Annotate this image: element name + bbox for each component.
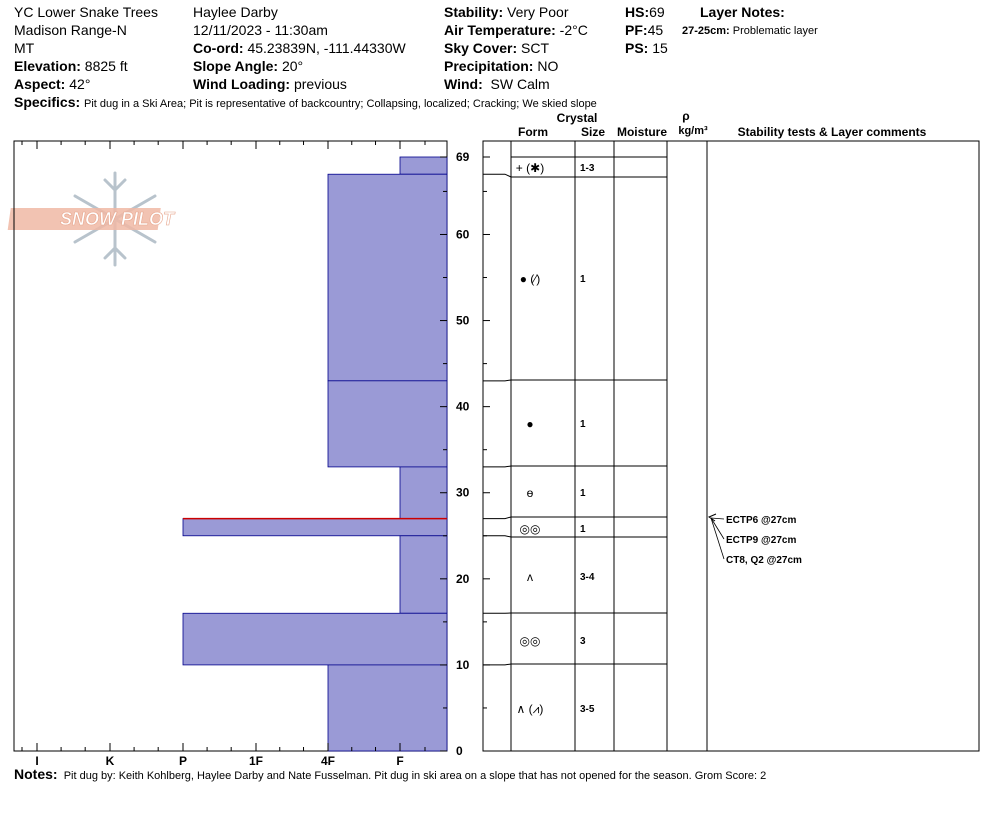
layer-bar	[328, 174, 447, 381]
snowpilot-logo	[8, 173, 176, 265]
crystal-form: ∧ (⩘)	[516, 702, 544, 716]
test-arrow	[711, 518, 724, 559]
hs: HS:69	[625, 4, 665, 20]
depth-label: 60	[456, 227, 470, 242]
pf: PF:45	[625, 22, 664, 38]
layer-bar	[328, 381, 447, 467]
coordinates: Co-ord: 45.23839N, -111.44330W	[193, 40, 406, 56]
layer-bar	[400, 157, 447, 174]
crystal-form: ʌ	[527, 570, 533, 584]
slope-angle: Slope Angle: 20°	[193, 58, 304, 74]
hardness-label: 4F	[320, 754, 336, 768]
column-header-form: Form	[518, 125, 548, 139]
state: MT	[14, 40, 35, 56]
depth-connector	[483, 380, 511, 381]
crystal-size: 1	[580, 274, 586, 285]
layer-bar	[328, 665, 447, 751]
air-temperature: Air Temperature: -2°C	[444, 22, 588, 38]
crystal-size: 3-5	[580, 704, 595, 715]
specifics: Specifics: Pit dug in a Ski Area; Pit is representative of backcountry; Collapsing, localized; Cracking; We skied slope	[14, 94, 597, 110]
stability-test: ECTP9 @27cm	[726, 535, 797, 546]
crystal-form: + (✱)	[515, 161, 545, 175]
crystal-size: 1	[580, 524, 586, 535]
crystal-form: ө	[526, 486, 534, 500]
depth-label: 40	[456, 399, 470, 414]
crystal-size: 1-3	[580, 163, 595, 174]
depth-label: 20	[456, 571, 470, 586]
hardness-label: F	[396, 754, 404, 768]
location: YC Lower Snake Trees	[14, 4, 158, 20]
layer-bar	[183, 519, 447, 536]
layer-bar	[400, 536, 447, 613]
observer: Haylee Darby	[193, 4, 278, 20]
sky-cover: Sky Cover: SCT	[444, 40, 550, 56]
hardness-label: 1F	[248, 754, 264, 768]
layer-bar	[400, 467, 447, 519]
crystal-size: 3-4	[580, 572, 595, 583]
depth-connector	[483, 517, 511, 519]
crystal-form: ◎◎	[519, 522, 541, 536]
hardness-label: K	[105, 754, 115, 768]
depth-label: 50	[456, 313, 470, 328]
layer-bar	[183, 613, 447, 665]
depth-label: 30	[456, 485, 470, 500]
depth-label: 0	[456, 744, 463, 758]
logo-text: SNOW PILOT	[60, 209, 174, 229]
test-arrow	[711, 518, 724, 539]
column-header-size: Size	[580, 125, 606, 139]
crystal-size: 3	[580, 636, 586, 647]
layer-notes-title: Layer Notes:	[700, 4, 785, 20]
elevation: Elevation: 8825 ft	[14, 58, 128, 74]
precipitation: Precipitation: NO	[444, 58, 559, 74]
crystal-size: 1	[580, 419, 586, 430]
depth-connector	[483, 174, 511, 177]
notes: Notes: Pit dug by: Keith Kohlberg, Haylee Darby and Nate Fusselman. Pit dug in ski area on a slope that has not opened for the season. Grom Score: 2	[14, 766, 767, 782]
depth-connector	[483, 466, 511, 467]
column-header-rho-unit: kg/m³	[678, 125, 708, 137]
datetime: 12/11/2023 - 11:30am	[193, 22, 328, 38]
depth-label: 69	[456, 150, 470, 164]
hardness-label: I	[35, 754, 39, 768]
crystal-form: ●	[526, 417, 534, 431]
test-arrow	[711, 518, 724, 519]
aspect: Aspect: 42°	[14, 76, 91, 92]
stability: Stability: Very Poor	[444, 4, 569, 20]
depth-label: 10	[456, 657, 470, 672]
wind: Wind: SW Calm	[444, 76, 550, 92]
crystal-form: ◎◎	[519, 634, 541, 648]
wind-loading: Wind Loading: previous	[193, 76, 347, 92]
column-header-tests: Stability tests & Layer comments	[737, 125, 927, 139]
hardness-label: P	[178, 754, 188, 768]
column-header-crystal: Crystal	[556, 111, 598, 125]
crystal-form: ● (⁄)	[519, 272, 541, 286]
column-header-rho: ρ	[682, 109, 690, 123]
crystal-size: 1	[580, 488, 586, 499]
stability-test: CT8, Q2 @27cm	[726, 555, 802, 566]
layer-table-frame	[483, 141, 979, 751]
stability-test: ECTP6 @27cm	[726, 515, 797, 526]
depth-connector	[483, 664, 511, 665]
column-header-moisture: Moisture	[616, 125, 668, 139]
layer-note: 27-25cm: Problematic layer	[682, 25, 818, 37]
depth-connector	[483, 536, 511, 537]
ps: PS: 15	[625, 40, 668, 56]
range: Madison Range-N	[14, 22, 127, 38]
